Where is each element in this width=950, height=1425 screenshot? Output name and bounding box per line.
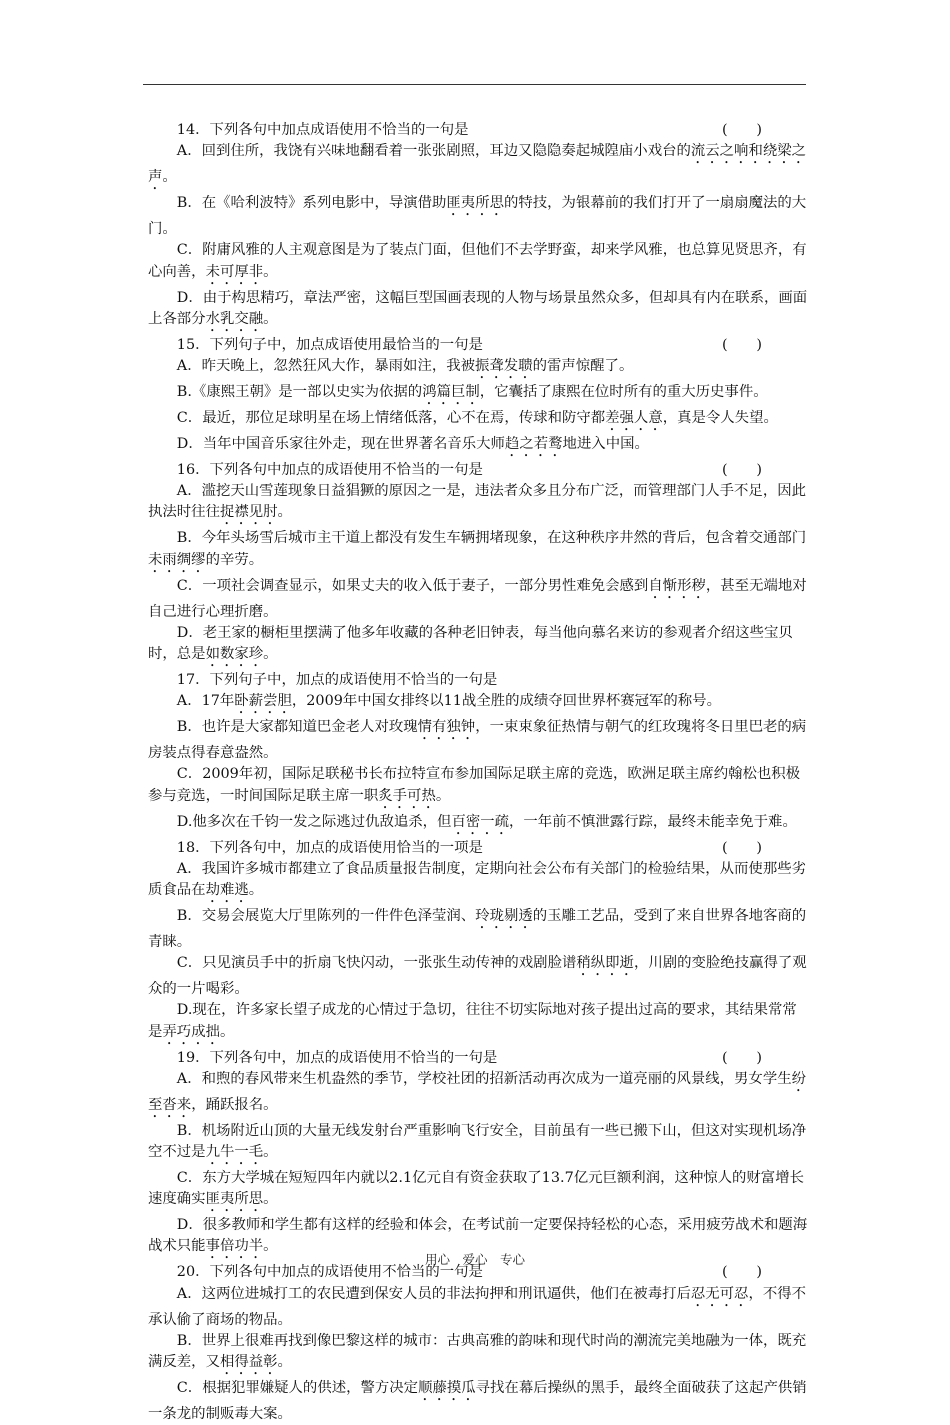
question-option	[148, 859, 810, 906]
option-text: A．我国许多城市都建立了食品质量报告制度，定期向社会公布有关部门的检验结果，从而使那些劣质食品在	[148, 860, 806, 899]
question-block	[148, 838, 810, 1048]
question-block	[148, 670, 810, 838]
option-text: 的玉雕工艺品，受到了来自世界各地客商的青睐。	[148, 908, 807, 951]
option-text: 。	[263, 1144, 278, 1161]
question-title	[148, 838, 810, 859]
question-block	[148, 120, 810, 335]
question-option	[148, 906, 810, 953]
question-option	[148, 1284, 810, 1331]
option-text: ，一束束象征热情与朝气的红玫瑰将冬日里巴老的病房装点得春意盎然。	[148, 719, 807, 762]
dotted-idiom: 相得益彰	[219, 1354, 278, 1371]
dotted-idiom: 差强人意	[605, 410, 663, 427]
option-text: A．这两位进城打工的农民遭到保安人员的非法拘押和刑讯逼供，他们在被毒打后	[176, 1285, 691, 1302]
dotted-idiom: 匪夷所思	[446, 195, 504, 212]
option-text: 。	[263, 1191, 278, 1208]
dotted-idiom: 未可厚非	[205, 263, 264, 280]
question-option	[148, 1000, 810, 1047]
question-block	[148, 1048, 810, 1263]
question-option	[148, 528, 810, 575]
option-text: A．昨天晚上，忽然狂风大作，暴雨如注，我被	[176, 358, 476, 375]
answer-bracket: ( )	[721, 336, 762, 353]
option-text: D．由于构思精巧，章法严密，这幅巨型国画表现的人物与场景虽然众多，但却具有内在联系，画面上各部分	[148, 289, 808, 327]
dotted-idiom: 流云之响和绕梁之声	[148, 143, 807, 186]
option-text: ，真是令人失望。	[662, 410, 778, 427]
question-list	[148, 120, 810, 1425]
dotted-idiom: 玲珑剔透	[475, 908, 533, 925]
option-text: D．老王家的橱柜里摆满了他多年收藏的各种老旧钟表，每当他向慕名来访的参观者介绍这些宝贝时，总是	[148, 624, 793, 663]
question-option	[148, 193, 810, 240]
question-title	[148, 120, 810, 141]
answer-bracket: ( )	[721, 122, 762, 138]
question-title-text: 14．下列各句中加点成语使用不恰当的一句是	[176, 122, 469, 138]
question-title-text: 17．下列句子中，加点的成语使用不恰当的一句是	[176, 672, 498, 689]
option-text: C．2009年初，国际足联秘书长布拉特宣布参加国际足联主席的竞选，欧洲足联主席约翰松也积极参与竞选，一时间国际足联主席一职	[148, 766, 801, 804]
option-text: A．和煦的春风带来生机盎然的季节，学校社团的招新活动再次成为一道亮丽的风景线，男女学生	[176, 1070, 792, 1087]
question-title-text: 15．下列句子中，加点成语使用最恰当的一句是	[176, 336, 483, 353]
dotted-idiom: 卧薪尝胆	[234, 693, 292, 710]
option-text: B．也许是大家都知道巴金老人对玫瑰	[176, 719, 418, 736]
answer-bracket: ( )	[721, 462, 762, 479]
question-option	[148, 717, 810, 764]
dotted-idiom: 振聋发聩	[475, 358, 533, 375]
dotted-idiom: 劫难逃	[205, 882, 249, 899]
question-block	[148, 335, 810, 460]
question-title-text: 16．下列各句中加点的成语使用不恰当的一句是	[176, 462, 483, 479]
option-text: B.《康熙王朝》是一部以史实为依据的	[176, 384, 423, 401]
option-text: D．当年中国音乐家往外走，现在世界著名音乐大师	[176, 436, 505, 453]
dotted-idiom: 九牛一毛	[205, 1144, 264, 1161]
question-option	[148, 356, 810, 382]
dotted-idiom: 事倍功半	[205, 1238, 264, 1255]
option-text: C．附庸风雅的人主观意图是为了装点门面，但他们不去学野蛮，却来学风雅，也总算见贤思齐，有心向善，	[148, 242, 807, 280]
option-text: 。	[263, 646, 278, 663]
question-option	[148, 481, 810, 528]
dotted-idiom: 情有独钟	[417, 719, 476, 736]
dotted-idiom: 弄巧成拙	[162, 1023, 220, 1040]
option-text: C．最近，那位足球明星在场上情绪低落，心不在焉，传球和防守都	[176, 410, 606, 427]
option-text: A．回到住所，我饶有兴味地翻看着一张张剧照，耳边又隐隐奏起城隍庙小戏台的	[176, 143, 691, 160]
question-option	[148, 382, 810, 408]
answer-bracket: ( )	[721, 1049, 762, 1066]
option-text: ，甚至无端地对自己进行心理折磨。	[148, 577, 807, 620]
dotted-idiom: 水乳交融	[205, 310, 264, 327]
option-text: D.他多次在千钧一发之际逃过仇敌追杀，但	[176, 813, 452, 830]
question-title	[148, 1048, 810, 1069]
dotted-idiom: 匪夷所思	[205, 1191, 264, 1208]
option-text: ，一年前不慎泄露行踪，最终未能幸免于难。	[509, 813, 797, 830]
question-title-text: 19．下列各句中，加点的成语使用不恰当的一句是	[176, 1049, 498, 1066]
option-text: B．世界上很难再找到像巴黎这样的城市：古典高雅的韵味和现代时尚的潮流完美地融为一体，既充满反差，又	[148, 1332, 807, 1371]
question-option	[148, 1331, 810, 1378]
question-option	[148, 1069, 810, 1121]
option-text: C．只见演员手中的折扇飞快闪动，一张张生动传神的戏剧脸谱	[176, 955, 577, 972]
question-option	[148, 576, 810, 623]
dotted-idiom: 忍无可忍	[690, 1285, 749, 1302]
option-text: ，踊跃报名。	[191, 1096, 278, 1113]
question-option	[148, 623, 810, 670]
option-text: B．在《哈利波特》系列电影中，导演借助	[176, 195, 447, 212]
option-text: D．很多教师和学生都有这样的经验和体会，在考试前一定要保持轻松的心态，采用疲劳战术和题海战术只能	[148, 1217, 808, 1255]
question-title-text: 20．下列各句中加点的成语使用不恰当的一句是	[176, 1264, 483, 1281]
option-text: B．今年头场雪后城市主干道上都没有发生车辆拥堵现象，在这种秩序井然的背后，包含着交通部门	[176, 530, 807, 547]
dotted-idiom: 自惭形秽	[648, 577, 706, 594]
question-option	[148, 408, 810, 434]
question-option	[148, 434, 810, 460]
option-text: 。	[277, 1354, 292, 1371]
option-text: ，不得不承认偷了商场的物品。	[148, 1285, 807, 1328]
option-text: C．一项社会调查显示，如果丈夫的收入低于妻子，一部分男性难免会感到	[176, 577, 649, 594]
option-text: 的雷声惊醒了。	[532, 358, 634, 375]
question-option	[148, 288, 810, 335]
header-rule	[143, 84, 806, 85]
dotted-idiom: 纷至沓来	[148, 1070, 807, 1113]
question-option	[148, 240, 810, 287]
page-footer: 用心 爱心 专心	[424, 1252, 525, 1267]
question-option	[148, 691, 810, 717]
question-option	[148, 1168, 810, 1215]
dotted-idiom: 炙手可热	[378, 787, 436, 804]
option-text: A．滥挖天山雪莲现象日益猖獗的原因之一是，违法者众多且分布广泛，而管理部门人手不足，因此执法时往往	[148, 483, 806, 521]
question-title	[148, 460, 810, 481]
question-option	[148, 812, 810, 838]
dotted-idiom: 百密一疏	[451, 813, 510, 830]
option-text: 。	[248, 882, 264, 899]
dotted-idiom: 顺藤摸瓜	[418, 1380, 476, 1397]
option-text: A．17年	[176, 693, 235, 710]
dotted-idiom: 趋之若鹜	[504, 436, 563, 453]
answer-bracket: ( )	[721, 1264, 762, 1281]
question-option	[148, 1121, 810, 1168]
question-option	[148, 764, 810, 811]
option-text: ，川剧的变脸绝技赢得了观众的一片喝彩。	[148, 955, 807, 998]
option-text: 的特技，为银幕前的我们打开了一扇扇魔法的大门。	[148, 195, 807, 238]
option-text: D.现在，许多家长望子成龙的心情过于急切，往往不切实际地对孩子提出过高的要求，其结果常常是	[148, 1002, 797, 1040]
question-title	[148, 670, 810, 691]
dotted-idiom: 未雨绸缪	[148, 551, 206, 568]
option-text: 。	[435, 787, 451, 804]
option-text: 。	[277, 504, 292, 521]
option-text: C．根据犯罪嫌疑人的供述，警方决定	[176, 1380, 419, 1397]
option-text: 地进入中国。	[562, 436, 649, 453]
option-text: 。	[263, 263, 278, 280]
answer-bracket: ( )	[721, 839, 762, 856]
option-text: C．东方大学城在短短四年内就以2.1亿元自有资金获取了13.7亿元巨额利润，这种惊人的财富增长速度确实	[148, 1170, 804, 1208]
question-option	[148, 1378, 810, 1425]
option-text: 。	[263, 310, 278, 327]
option-text: 。	[219, 1023, 235, 1040]
option-text: ，2009年中国女排终以11战全胜的成绩夺回世界杯赛冠军的称号。	[291, 693, 721, 710]
option-text: 。	[263, 1238, 278, 1255]
option-text: ，它囊括了康熙在位时所有的重大历史事件。	[479, 384, 768, 401]
question-option	[148, 141, 810, 193]
option-text: 寻找在幕后操纵的黑手，最终全面破获了这起产供销一条龙的制贩毒大案。	[148, 1380, 807, 1423]
dotted-idiom: 如数家珍	[205, 646, 264, 663]
dotted-idiom: 稍纵即逝	[576, 955, 634, 972]
option-text: B．交易会展览大厅里陈列的一件件色泽莹润、	[176, 908, 476, 925]
question-title-text: 18．下列各句中，加点的成语使用恰当的一项是	[176, 839, 483, 856]
option-text: B．机场附近山顶的大量无线发射台严重影响飞行安全，目前虽有一些已搬下山，但这对实现机场净空不过是	[148, 1122, 807, 1161]
option-text: 。	[162, 169, 177, 186]
dotted-idiom: 捉襟见肘	[219, 504, 278, 521]
question-title	[148, 335, 810, 356]
dotted-idiom: 鸿篇巨制	[422, 384, 480, 401]
question-block	[148, 460, 810, 670]
option-text: 的辛劳。	[205, 551, 264, 568]
question-option	[148, 953, 810, 1000]
